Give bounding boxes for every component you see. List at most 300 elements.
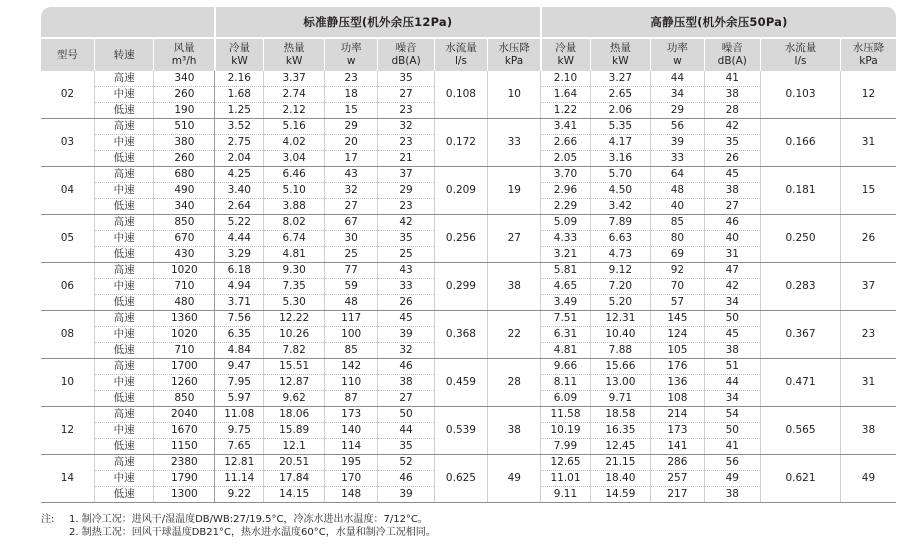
std-heating-cell: 10.26 (264, 327, 325, 343)
std-heating-cell: 3.04 (264, 151, 325, 167)
speed-cell: 中速 (94, 375, 154, 391)
std-col-header-pressure-drop-title: 水压降 (498, 42, 530, 54)
speed-cell: 中速 (94, 231, 154, 247)
std-pressure-drop-cell: 33 (488, 119, 541, 167)
std-noise-cell: 29 (378, 183, 434, 199)
high-cooling-cell: 3.41 (541, 119, 590, 135)
std-noise-cell: 39 (378, 327, 434, 343)
high-cooling-cell: 2.96 (541, 183, 590, 199)
std-power-cell: 23 (325, 71, 378, 87)
airflow-cell: 680 (154, 167, 215, 183)
high-power-cell: 217 (651, 487, 704, 503)
high-cooling-cell: 7.99 (541, 439, 590, 455)
std-col-header-water-flow-unit: l/s (454, 55, 467, 67)
std-col-header-cooling (215, 38, 264, 71)
high-pressure-drop-cell: 38 (840, 407, 896, 455)
std-power-cell: 173 (325, 407, 378, 423)
high-power-cell: 80 (651, 231, 704, 247)
std-pressure-drop-cell: 38 (488, 263, 541, 311)
std-noise-cell: 27 (378, 87, 434, 103)
high-cooling-cell: 3.49 (541, 295, 590, 311)
high-cooling-cell: 2.29 (541, 199, 590, 215)
high-water-flow-cell: 0.103 (761, 71, 841, 119)
std-heating-cell: 12.22 (264, 311, 325, 327)
high-power-cell: 173 (651, 423, 704, 439)
high-heating-cell: 13.00 (590, 375, 651, 391)
high-heating-cell: 21.15 (590, 455, 651, 471)
std-noise-cell: 37 (378, 167, 434, 183)
high-water-flow-cell: 0.471 (761, 359, 841, 407)
group-header-high: 高静压型(机外余压50Pa) (541, 7, 896, 38)
std-noise-cell: 32 (378, 343, 434, 359)
high-col-header-noise-title: 噪音 (721, 42, 743, 54)
high-heating-cell: 2.06 (590, 103, 651, 119)
col-header-speed-title: 转速 (113, 48, 135, 61)
std-heating-cell: 8.02 (264, 215, 325, 231)
group-header-row (41, 7, 896, 38)
std-noise-cell: 39 (378, 487, 434, 503)
std-power-cell: 148 (325, 487, 378, 503)
high-col-header-pressure-drop-unit: kPa (859, 55, 878, 67)
column-header-row (41, 38, 896, 71)
spec-table-body (41, 71, 896, 503)
high-noise-cell: 28 (704, 103, 760, 119)
high-heating-cell: 4.17 (590, 135, 651, 151)
high-col-header-cooling-title: 冷量 (555, 42, 577, 54)
std-pressure-drop-cell: 19 (488, 167, 541, 215)
std-heating-cell: 7.35 (264, 279, 325, 295)
high-power-cell: 64 (651, 167, 704, 183)
high-heating-cell: 18.40 (590, 471, 651, 487)
std-col-header-cooling-title: 冷量 (229, 42, 251, 54)
high-power-cell: 257 (651, 471, 704, 487)
std-cooling-cell: 4.44 (215, 231, 264, 247)
high-heating-cell: 3.27 (590, 71, 651, 87)
airflow-cell: 1700 (154, 359, 215, 375)
high-power-cell: 124 (651, 327, 704, 343)
std-cooling-cell: 1.68 (215, 87, 264, 103)
std-cooling-cell: 3.52 (215, 119, 264, 135)
high-cooling-cell: 1.22 (541, 103, 590, 119)
std-col-header-pressure-drop-unit: kPa (504, 55, 524, 67)
std-power-cell: 29 (325, 119, 378, 135)
model-cell: 10 (41, 359, 94, 407)
high-heating-cell: 5.70 (590, 167, 651, 183)
high-cooling-cell: 11.01 (541, 471, 590, 487)
model-cell: 03 (41, 119, 94, 167)
high-heating-cell: 16.35 (590, 423, 651, 439)
std-col-header-pressure-drop (488, 38, 541, 71)
airflow-cell: 1670 (154, 423, 215, 439)
high-heating-cell: 10.40 (590, 327, 651, 343)
high-cooling-cell: 10.19 (541, 423, 590, 439)
std-power-cell: 114 (325, 439, 378, 455)
high-power-cell: 214 (651, 407, 704, 423)
std-col-header-power (325, 38, 378, 71)
airflow-cell: 850 (154, 215, 215, 231)
speed-cell: 低速 (94, 295, 154, 311)
std-col-header-heating-unit: kW (285, 55, 303, 67)
high-col-header-water-flow-unit: l/s (794, 55, 807, 67)
high-noise-cell: 38 (704, 487, 760, 503)
std-cooling-cell: 2.04 (215, 151, 264, 167)
std-noise-cell: 27 (378, 391, 434, 407)
std-cooling-cell: 4.94 (215, 279, 264, 295)
airflow-cell: 340 (154, 71, 215, 87)
high-noise-cell: 54 (704, 407, 760, 423)
table-row (41, 311, 896, 327)
std-col-header-heating-title: 热量 (283, 42, 305, 54)
std-water-flow-cell: 0.625 (434, 455, 487, 503)
high-col-header-power-unit: w (673, 55, 682, 67)
std-noise-cell: 32 (378, 119, 434, 135)
std-col-header-heating (264, 38, 325, 71)
airflow-cell: 2040 (154, 407, 215, 423)
high-heating-cell: 9.71 (590, 391, 651, 407)
speed-cell: 中速 (94, 471, 154, 487)
std-power-cell: 117 (325, 311, 378, 327)
std-cooling-cell: 2.64 (215, 199, 264, 215)
high-heating-cell: 7.88 (590, 343, 651, 359)
high-cooling-cell: 2.05 (541, 151, 590, 167)
high-power-cell: 85 (651, 215, 704, 231)
high-cooling-cell: 12.65 (541, 455, 590, 471)
note-cooling: 1. 制冷工况：进风干/湿温度DB/WB:27/19.5°C，冷冻水进出水温度：7/12°C。 (69, 514, 428, 525)
col-header-speed (94, 38, 154, 71)
note-heating: 2. 制热工况：回风干球温度DB21°C，热水进水温度60°C，水量和制冷工况相同。 (69, 527, 436, 538)
high-heating-cell: 3.16 (590, 151, 651, 167)
high-cooling-cell: 9.11 (541, 487, 590, 503)
airflow-cell: 710 (154, 343, 215, 359)
std-power-cell: 48 (325, 295, 378, 311)
high-noise-cell: 38 (704, 343, 760, 359)
high-pressure-drop-cell: 12 (840, 71, 896, 119)
speed-cell: 中速 (94, 423, 154, 439)
high-cooling-cell: 2.66 (541, 135, 590, 151)
high-pressure-drop-cell: 49 (840, 455, 896, 503)
high-noise-cell: 38 (704, 87, 760, 103)
std-col-header-power-title: 功率 (340, 42, 362, 54)
std-heating-cell: 15.51 (264, 359, 325, 375)
speed-cell: 高速 (94, 119, 154, 135)
high-cooling-cell: 5.09 (541, 215, 590, 231)
notes-label: 注: (41, 514, 55, 525)
high-noise-cell: 27 (704, 199, 760, 215)
speed-cell: 低速 (94, 487, 154, 503)
airflow-cell: 1260 (154, 375, 215, 391)
high-cooling-cell: 6.09 (541, 391, 590, 407)
std-cooling-cell: 5.97 (215, 391, 264, 407)
std-cooling-cell: 3.40 (215, 183, 264, 199)
std-power-cell: 43 (325, 167, 378, 183)
std-pressure-drop-cell: 27 (488, 215, 541, 263)
speed-cell: 低速 (94, 199, 154, 215)
model-cell: 08 (41, 311, 94, 359)
high-water-flow-cell: 0.367 (761, 311, 841, 359)
std-cooling-cell: 6.35 (215, 327, 264, 343)
std-cooling-cell: 11.14 (215, 471, 264, 487)
high-col-header-pressure-drop-title: 水压降 (852, 42, 885, 54)
high-power-cell: 39 (651, 135, 704, 151)
speed-cell: 中速 (94, 135, 154, 151)
table-row (41, 407, 896, 423)
high-heating-cell: 12.45 (590, 439, 651, 455)
airflow-cell: 1150 (154, 439, 215, 455)
std-power-cell: 195 (325, 455, 378, 471)
std-heating-cell: 9.30 (264, 263, 325, 279)
speed-cell: 高速 (94, 311, 154, 327)
high-col-header-pressure-drop (840, 38, 896, 71)
high-pressure-drop-cell: 23 (840, 311, 896, 359)
std-water-flow-cell: 0.209 (434, 167, 487, 215)
high-power-cell: 40 (651, 199, 704, 215)
std-pressure-drop-cell: 22 (488, 311, 541, 359)
high-power-cell: 105 (651, 343, 704, 359)
speed-cell: 中速 (94, 183, 154, 199)
std-power-cell: 110 (325, 375, 378, 391)
high-col-header-water-flow-title: 水流量 (784, 42, 817, 54)
std-water-flow-cell: 0.459 (434, 359, 487, 407)
high-power-cell: 44 (651, 71, 704, 87)
std-noise-cell: 45 (378, 311, 434, 327)
std-col-header-cooling-unit: kW (231, 55, 248, 67)
std-noise-cell: 42 (378, 215, 434, 231)
std-heating-cell: 6.74 (264, 231, 325, 247)
std-col-header-water-flow-title: 水流量 (445, 42, 477, 54)
model-cell: 06 (41, 263, 94, 311)
high-noise-cell: 31 (704, 247, 760, 263)
std-power-cell: 67 (325, 215, 378, 231)
std-cooling-cell: 9.75 (215, 423, 264, 439)
high-power-cell: 69 (651, 247, 704, 263)
model-cell: 02 (41, 71, 94, 119)
fan-coil-spec-table (41, 7, 896, 503)
high-heating-cell: 2.65 (590, 87, 651, 103)
model-cell: 12 (41, 407, 94, 455)
speed-cell: 低速 (94, 439, 154, 455)
std-pressure-drop-cell: 10 (488, 71, 541, 119)
std-power-cell: 87 (325, 391, 378, 407)
airflow-cell: 380 (154, 135, 215, 151)
std-water-flow-cell: 0.108 (434, 71, 487, 119)
std-noise-cell: 25 (378, 247, 434, 263)
table-row (41, 167, 896, 183)
std-power-cell: 20 (325, 135, 378, 151)
model-cell: 04 (41, 167, 94, 215)
high-col-header-noise-unit: dB(A) (717, 55, 747, 67)
high-power-cell: 136 (651, 375, 704, 391)
speed-cell: 低速 (94, 151, 154, 167)
speed-cell: 高速 (94, 455, 154, 471)
high-water-flow-cell: 0.283 (761, 263, 841, 311)
high-noise-cell: 45 (704, 167, 760, 183)
std-noise-cell: 44 (378, 423, 434, 439)
high-power-cell: 34 (651, 87, 704, 103)
std-cooling-cell: 3.29 (215, 247, 264, 263)
airflow-cell: 850 (154, 391, 215, 407)
std-heating-cell: 9.62 (264, 391, 325, 407)
std-cooling-cell: 4.84 (215, 343, 264, 359)
high-noise-cell: 50 (704, 311, 760, 327)
high-water-flow-cell: 0.565 (761, 407, 841, 455)
high-heating-cell: 3.42 (590, 199, 651, 215)
airflow-cell: 340 (154, 199, 215, 215)
std-water-flow-cell: 0.368 (434, 311, 487, 359)
high-noise-cell: 40 (704, 231, 760, 247)
airflow-cell: 1790 (154, 471, 215, 487)
std-power-cell: 25 (325, 247, 378, 263)
high-water-flow-cell: 0.621 (761, 455, 841, 503)
airflow-cell: 480 (154, 295, 215, 311)
high-cooling-cell: 3.21 (541, 247, 590, 263)
airflow-cell: 190 (154, 103, 215, 119)
airflow-cell: 1020 (154, 263, 215, 279)
std-heating-cell: 12.1 (264, 439, 325, 455)
std-col-header-power-unit: w (346, 55, 356, 67)
speed-cell: 中速 (94, 279, 154, 295)
high-noise-cell: 41 (704, 439, 760, 455)
std-noise-cell: 23 (378, 103, 434, 119)
speed-cell: 高速 (94, 71, 154, 87)
std-heating-cell: 17.84 (264, 471, 325, 487)
std-power-cell: 27 (325, 199, 378, 215)
std-power-cell: 59 (325, 279, 378, 295)
high-heating-cell: 4.50 (590, 183, 651, 199)
high-power-cell: 176 (651, 359, 704, 375)
std-water-flow-cell: 0.256 (434, 215, 487, 263)
airflow-cell: 430 (154, 247, 215, 263)
high-cooling-cell: 8.11 (541, 375, 590, 391)
std-pressure-drop-cell: 38 (488, 407, 541, 455)
speed-cell: 中速 (94, 87, 154, 103)
std-power-cell: 18 (325, 87, 378, 103)
high-heating-cell: 7.89 (590, 215, 651, 231)
table-row (41, 119, 896, 135)
high-cooling-cell: 11.58 (541, 407, 590, 423)
std-noise-cell: 46 (378, 359, 434, 375)
col-header-airflow (154, 38, 215, 71)
speed-cell: 高速 (94, 263, 154, 279)
high-heating-cell: 6.63 (590, 231, 651, 247)
high-noise-cell: 49 (704, 471, 760, 487)
high-heating-cell: 12.31 (590, 311, 651, 327)
high-heating-cell: 4.73 (590, 247, 651, 263)
std-water-flow-cell: 0.299 (434, 263, 487, 311)
high-cooling-cell: 7.51 (541, 311, 590, 327)
high-heating-cell: 5.35 (590, 119, 651, 135)
high-noise-cell: 46 (704, 215, 760, 231)
std-cooling-cell: 2.16 (215, 71, 264, 87)
std-noise-cell: 46 (378, 471, 434, 487)
airflow-cell: 490 (154, 183, 215, 199)
speed-cell: 低速 (94, 103, 154, 119)
std-cooling-cell: 9.22 (215, 487, 264, 503)
std-power-cell: 140 (325, 423, 378, 439)
high-col-header-heating-unit: kW (612, 55, 629, 67)
std-power-cell: 30 (325, 231, 378, 247)
std-power-cell: 170 (325, 471, 378, 487)
std-col-header-water-flow (434, 38, 487, 71)
std-heating-cell: 7.82 (264, 343, 325, 359)
high-noise-cell: 41 (704, 71, 760, 87)
high-power-cell: 70 (651, 279, 704, 295)
high-heating-cell: 5.20 (590, 295, 651, 311)
high-heating-cell: 9.12 (590, 263, 651, 279)
high-pressure-drop-cell: 31 (840, 119, 896, 167)
high-power-cell: 286 (651, 455, 704, 471)
std-cooling-cell: 7.65 (215, 439, 264, 455)
high-col-header-power-title: 功率 (666, 42, 688, 54)
speed-cell: 中速 (94, 327, 154, 343)
std-cooling-cell: 11.08 (215, 407, 264, 423)
high-noise-cell: 42 (704, 279, 760, 295)
std-heating-cell: 6.46 (264, 167, 325, 183)
std-cooling-cell: 7.56 (215, 311, 264, 327)
table-row (41, 455, 896, 471)
airflow-cell: 670 (154, 231, 215, 247)
high-noise-cell: 34 (704, 391, 760, 407)
std-water-flow-cell: 0.172 (434, 119, 487, 167)
std-heating-cell: 3.37 (264, 71, 325, 87)
std-water-flow-cell: 0.539 (434, 407, 487, 455)
airflow-cell: 1360 (154, 311, 215, 327)
col-header-airflow-title: 风量 (173, 42, 195, 54)
speed-cell: 高速 (94, 215, 154, 231)
speed-cell: 低速 (94, 343, 154, 359)
high-power-cell: 48 (651, 183, 704, 199)
high-cooling-cell: 4.81 (541, 343, 590, 359)
high-pressure-drop-cell: 26 (840, 215, 896, 263)
high-cooling-cell: 3.70 (541, 167, 590, 183)
std-heating-cell: 4.02 (264, 135, 325, 151)
table-row (41, 71, 896, 87)
table-row (41, 359, 896, 375)
std-noise-cell: 26 (378, 295, 434, 311)
std-cooling-cell: 9.47 (215, 359, 264, 375)
high-cooling-cell: 4.33 (541, 231, 590, 247)
high-noise-cell: 44 (704, 375, 760, 391)
std-heating-cell: 5.16 (264, 119, 325, 135)
airflow-cell: 2380 (154, 455, 215, 471)
std-noise-cell: 43 (378, 263, 434, 279)
std-noise-cell: 35 (378, 231, 434, 247)
std-noise-cell: 23 (378, 199, 434, 215)
airflow-cell: 260 (154, 151, 215, 167)
high-power-cell: 108 (651, 391, 704, 407)
high-col-header-heating (590, 38, 651, 71)
std-noise-cell: 21 (378, 151, 434, 167)
high-noise-cell: 51 (704, 359, 760, 375)
std-heating-cell: 4.81 (264, 247, 325, 263)
high-noise-cell: 34 (704, 295, 760, 311)
std-cooling-cell: 3.71 (215, 295, 264, 311)
model-cell: 14 (41, 455, 94, 503)
std-pressure-drop-cell: 28 (488, 359, 541, 407)
std-power-cell: 15 (325, 103, 378, 119)
group-header-standard: 标准静压型(机外余压12Pa) (215, 7, 541, 38)
std-heating-cell: 12.87 (264, 375, 325, 391)
std-power-cell: 142 (325, 359, 378, 375)
airflow-cell: 1300 (154, 487, 215, 503)
std-cooling-cell: 4.25 (215, 167, 264, 183)
high-heating-cell: 7.20 (590, 279, 651, 295)
std-heating-cell: 18.06 (264, 407, 325, 423)
std-heating-cell: 2.74 (264, 87, 325, 103)
high-col-header-cooling-unit: kW (557, 55, 574, 67)
high-noise-cell: 45 (704, 327, 760, 343)
high-col-header-heating-title: 热量 (609, 42, 631, 54)
high-power-cell: 57 (651, 295, 704, 311)
